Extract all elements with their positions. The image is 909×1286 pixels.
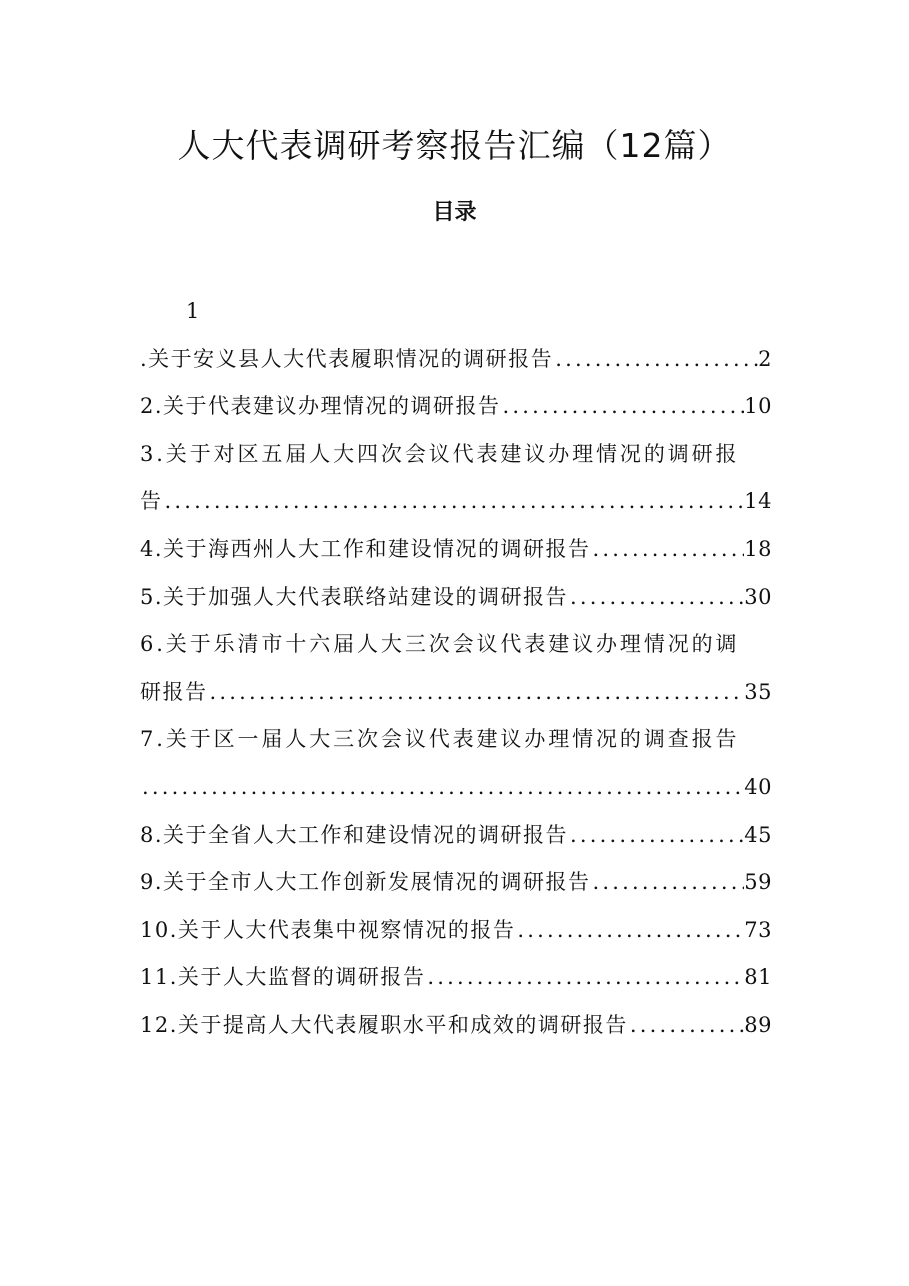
toc-entry-2[interactable]: [140, 383, 772, 431]
toc-heading: 目录: [432, 200, 477, 225]
toc-entry-11[interactable]: [140, 954, 772, 1002]
toc-page-number: 30: [744, 584, 772, 609]
toc-page-number: 2: [758, 346, 772, 371]
toc-entry-text: 8.关于全省人大工作和建设情况的调研报告: [140, 822, 569, 847]
dot-leader: [591, 859, 745, 907]
toc-entry-text: 1: [186, 299, 200, 323]
toc-entry-5[interactable]: [140, 574, 772, 622]
toc-entry-6-continued[interactable]: [140, 669, 772, 717]
toc-entry-text: 12.关于提高人大代表履职水平和成效的调研报告: [140, 1012, 628, 1037]
toc-page-number: 14: [744, 489, 772, 514]
toc-entry-6[interactable]: [140, 621, 772, 669]
toc-page-number: 59: [744, 870, 772, 895]
toc-entry-text: 7.关于区一届人大三次会议代表建议办理情况的调查报告: [140, 727, 740, 752]
toc-entry-4[interactable]: [140, 526, 772, 574]
toc-entry-12[interactable]: [140, 1002, 772, 1050]
toc-entry-text: 4.关于海西州人大工作和建设情况的调研报告: [140, 536, 591, 561]
dot-leader: [140, 764, 744, 812]
toc-page-number: 45: [744, 822, 772, 847]
toc-page-number: 18: [744, 536, 772, 561]
toc-entry-text: 研报告: [140, 679, 208, 704]
toc-entry-1-number: [140, 288, 772, 336]
toc-entry-7[interactable]: [140, 716, 772, 764]
toc-entry-3-continued[interactable]: [140, 478, 772, 526]
toc-entry-9[interactable]: [140, 859, 772, 907]
dot-leader: [568, 812, 744, 860]
toc-entry-8[interactable]: [140, 812, 772, 860]
toc-page-number: 40: [744, 774, 772, 799]
toc-page-number: 10: [744, 394, 772, 419]
toc-entry-text: 10.关于人大代表集中视察情况的报告: [140, 917, 516, 942]
toc-entry-text: 11.关于人大监督的调研报告: [140, 965, 426, 990]
dot-leader: [501, 383, 745, 431]
toc-page-number: 81: [744, 965, 772, 990]
toc-entry-3[interactable]: [140, 431, 772, 479]
dot-leader: [553, 336, 758, 384]
toc-entry-text: 9.关于全市人大工作创新发展情况的调研报告: [140, 870, 591, 895]
table-of-contents: [140, 288, 772, 1050]
toc-entry-7-continued[interactable]: [140, 764, 772, 812]
toc-entry-text: 3.关于对区五届人大四次会议代表建议办理情况的调研报: [140, 441, 740, 466]
toc-page-number: 73: [744, 917, 772, 942]
toc-entry-text: 告: [140, 489, 163, 514]
dot-leader: [163, 478, 745, 526]
toc-entry-text: 2.关于代表建议办理情况的调研报告: [140, 394, 501, 419]
dot-leader: [568, 574, 744, 622]
toc-entry-text: 5.关于加强人大代表联络站建设的调研报告: [140, 584, 569, 609]
toc-entry-text: 6.关于乐清市十六届人大三次会议代表建议办理情况的调: [140, 632, 740, 657]
toc-entry-text: .关于安义县人大代表履职情况的调研报告: [140, 346, 554, 371]
dot-leader: [208, 669, 745, 717]
document-title: 人大代表调研考察报告汇编（12篇）: [177, 126, 732, 165]
dot-leader: [628, 1002, 744, 1050]
dot-leader: [591, 526, 745, 574]
toc-entry-1[interactable]: [140, 336, 772, 384]
toc-entry-10[interactable]: [140, 907, 772, 955]
dot-leader: [425, 954, 744, 1002]
dot-leader: [515, 907, 744, 955]
toc-page-number: 89: [744, 1012, 772, 1037]
toc-page-number: 35: [744, 679, 772, 704]
